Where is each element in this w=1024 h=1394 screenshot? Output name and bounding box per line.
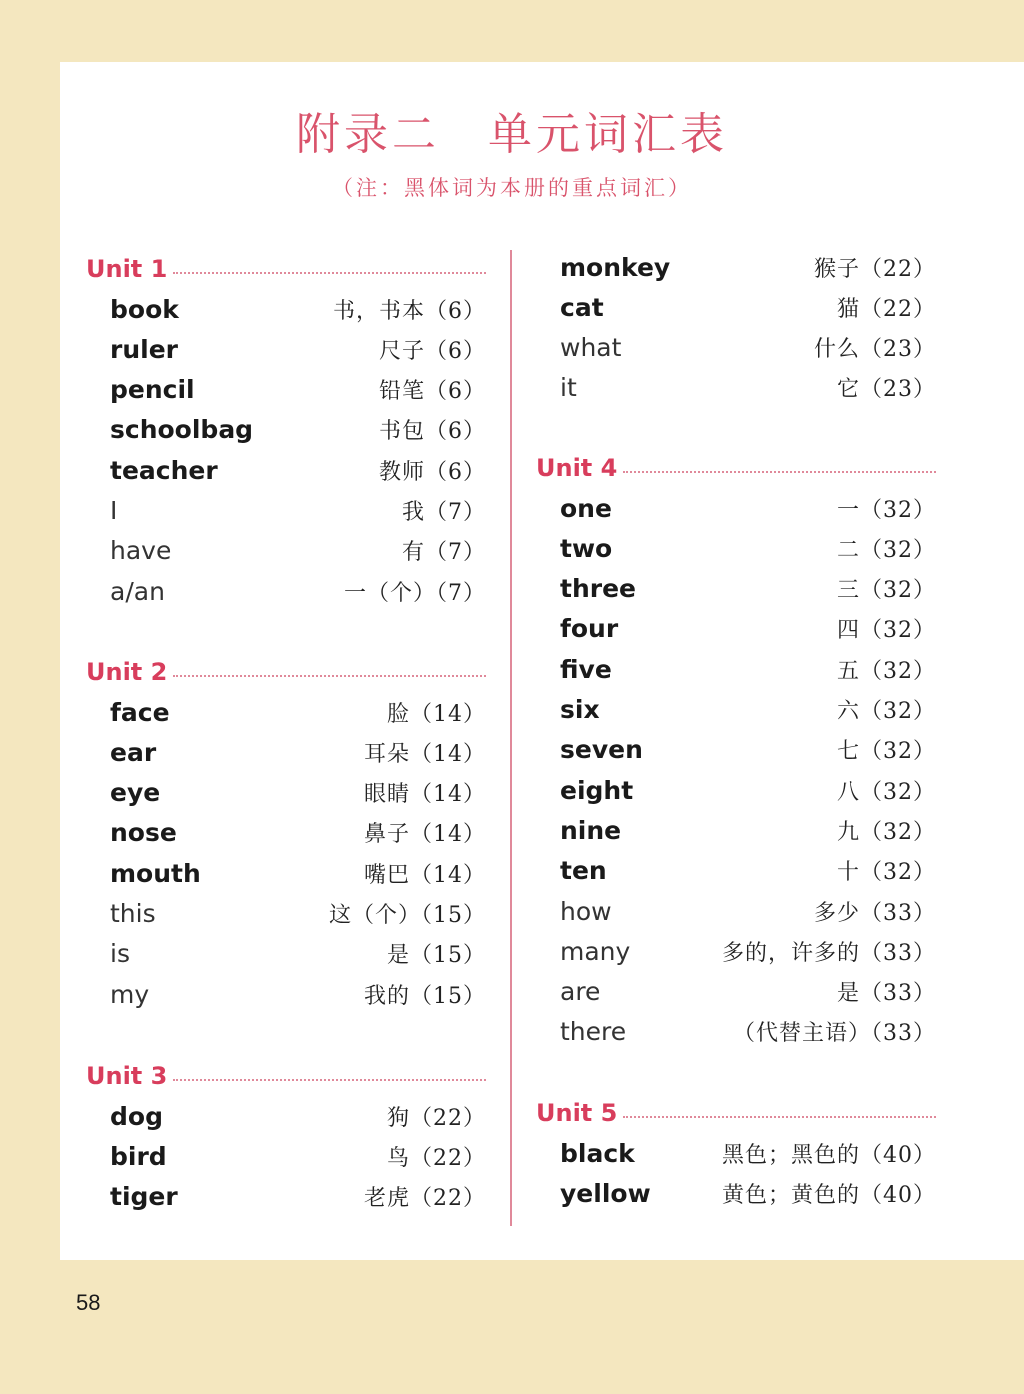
vocab-entry <box>110 332 486 366</box>
vocab-word: black <box>560 1138 635 1168</box>
vocab-meaning: （代替主语）（33） <box>733 1021 936 1047</box>
vocab-word: teacher <box>110 455 218 485</box>
vocab-meaning: 二（32） <box>837 537 936 563</box>
vocab-word: pencil <box>110 375 195 405</box>
dotted-leader <box>173 1079 486 1081</box>
vocab-meaning: 眼睛（14） <box>364 782 486 808</box>
page-number: 58 <box>76 1290 101 1315</box>
vocab-meaning: 是（15） <box>387 943 486 969</box>
vocab-word: ear <box>110 737 157 767</box>
vocab-entry <box>560 854 936 888</box>
unit-heading <box>86 1061 486 1091</box>
vocab-entry <box>110 1139 486 1173</box>
vocab-entry <box>560 652 936 686</box>
vocab-meaning: 是（33） <box>837 981 936 1007</box>
vocab-entry <box>110 574 486 608</box>
dotted-leader <box>623 471 936 473</box>
vocab-word: monkey <box>560 252 671 282</box>
vocab-entry <box>560 813 936 847</box>
vocab-meaning: 尺子（6） <box>379 338 486 364</box>
vocab-meaning: 多少（33） <box>814 900 936 926</box>
vocab-entry <box>110 937 486 971</box>
vocab-entry <box>560 1136 936 1170</box>
vocab-meaning: 鼻子（14） <box>364 822 486 848</box>
vocab-entry <box>560 1176 936 1210</box>
vocab-word: what <box>560 333 622 363</box>
vocab-entry <box>560 934 936 968</box>
vocab-meaning: 鸟（22） <box>387 1145 486 1171</box>
vocab-meaning: 我的（15） <box>364 983 486 1009</box>
vocab-entry <box>110 373 486 407</box>
dotted-leader <box>173 675 486 677</box>
unit-label: Unit 1 <box>86 255 168 283</box>
vocab-entry <box>110 292 486 326</box>
vocab-word: how <box>560 896 612 926</box>
page-title: 附录二 单元词汇表 <box>296 109 728 160</box>
dotted-leader <box>173 272 486 274</box>
vocab-word: my <box>110 979 150 1009</box>
vocab-entry <box>110 735 486 769</box>
vocab-meaning: 教师（6） <box>379 459 486 485</box>
vocab-word: is <box>110 939 130 969</box>
column-divider <box>510 250 512 1226</box>
vocab-entry <box>110 897 486 931</box>
vocab-entry <box>110 816 486 850</box>
vocab-word: many <box>560 936 631 966</box>
vocab-entry <box>110 856 486 890</box>
vocab-word: four <box>560 614 619 644</box>
vocab-entry <box>560 250 936 284</box>
vocab-meaning: 一（个）（7） <box>344 580 486 606</box>
vocab-meaning: 什么（23） <box>814 337 936 363</box>
vocab-word: schoolbag <box>110 415 254 445</box>
vocab-meaning: 四（32） <box>837 618 936 644</box>
vocab-meaning: 五（32） <box>837 658 936 684</box>
vocab-entry <box>110 413 486 447</box>
vocab-meaning: 脸（14） <box>387 701 486 727</box>
vocab-entry <box>110 977 486 1011</box>
vocab-word: dog <box>110 1101 163 1131</box>
vocab-word: one <box>560 493 612 523</box>
vocab-meaning: 多的，许多的（33） <box>722 940 936 966</box>
vocab-entry <box>110 1180 486 1214</box>
vocab-word: ruler <box>110 334 178 364</box>
vocab-entry <box>110 1099 486 1133</box>
vocab-entry <box>110 453 486 487</box>
vocab-meaning: 书，书本（6） <box>333 298 486 324</box>
vocab-word: tiger <box>110 1182 178 1212</box>
vocab-word: have <box>110 536 172 566</box>
unit-label: Unit 3 <box>86 1062 168 1090</box>
vocab-entry <box>110 695 486 729</box>
dotted-leader <box>623 1116 936 1118</box>
vocab-meaning: 八（32） <box>837 779 936 805</box>
vocab-word: eye <box>110 778 161 808</box>
vocab-meaning: 六（32） <box>837 699 936 724</box>
vocab-entry <box>560 612 936 646</box>
unit-heading <box>86 254 486 284</box>
vocab-meaning: 九（32） <box>837 819 936 845</box>
vocab-word: this <box>110 899 156 928</box>
vocab-word: I <box>110 496 118 525</box>
vocab-word: ten <box>560 856 607 886</box>
vocab-meaning: 它（23） <box>837 377 936 403</box>
vocab-word: book <box>110 294 179 324</box>
vocab-word: are <box>560 977 601 1007</box>
unit-label: Unit 4 <box>536 454 618 482</box>
vocab-entry <box>560 331 936 365</box>
vocab-entry <box>560 894 936 928</box>
vocab-meaning: 老虎（22） <box>364 1186 486 1212</box>
vocab-entry <box>110 494 486 528</box>
vocab-entry <box>560 531 936 565</box>
vocab-word: a/an <box>110 576 165 606</box>
vocab-meaning: 我（7） <box>402 500 486 525</box>
vocab-word: yellow <box>560 1178 651 1208</box>
vocab-meaning: 嘴巴（14） <box>364 862 486 888</box>
vocab-meaning: 十（32） <box>837 860 936 886</box>
vocab-entry <box>110 776 486 810</box>
vocab-entry <box>560 572 936 606</box>
vocab-entry <box>560 491 936 525</box>
vocab-entry <box>560 1015 936 1049</box>
vocab-meaning: 耳朵（14） <box>364 741 486 767</box>
unit-label: Unit 5 <box>536 1099 618 1127</box>
vocab-meaning: 有（7） <box>402 540 486 566</box>
vocab-meaning: 一（32） <box>837 497 936 523</box>
vocab-word: face <box>110 697 170 727</box>
vocab-entry <box>560 733 936 767</box>
unit-label: Unit 2 <box>86 658 168 686</box>
vocab-meaning: 猴子（22） <box>814 256 936 282</box>
vocab-word: two <box>560 533 613 563</box>
vocab-word: seven <box>560 735 643 765</box>
vocab-meaning: 猫（22） <box>837 296 936 322</box>
vocab-word: nose <box>110 818 177 848</box>
vocab-entry <box>560 290 936 324</box>
vocab-meaning: 三（32） <box>837 578 936 604</box>
vocab-word: nine <box>560 815 622 845</box>
vocab-entry <box>560 693 936 727</box>
vocab-word: three <box>560 574 636 604</box>
unit-heading <box>536 453 936 483</box>
vocab-meaning: 这（个）（15） <box>329 903 486 928</box>
unit-heading <box>86 657 486 687</box>
vocab-word: five <box>560 654 612 684</box>
vocab-word: mouth <box>110 858 201 888</box>
vocab-meaning: 铅笔（6） <box>379 379 486 405</box>
vocab-meaning: 黑色；黑色的（40） <box>722 1142 936 1168</box>
unit-heading <box>536 1098 936 1128</box>
vocab-meaning: 狗（22） <box>387 1105 486 1131</box>
vocab-entry <box>560 773 936 807</box>
vocab-meaning: 黄色；黄色的（40） <box>722 1182 936 1208</box>
vocab-entry <box>560 975 936 1009</box>
page-subtitle: （注：黑体词为本册的重点词汇） <box>332 176 692 200</box>
vocab-word: bird <box>110 1141 167 1171</box>
vocab-word: cat <box>560 292 604 322</box>
vocab-word: there <box>560 1017 627 1047</box>
vocab-word: eight <box>560 775 634 805</box>
vocab-meaning: 书包（6） <box>379 419 486 445</box>
vocab-word: it <box>560 373 577 403</box>
vocab-word: six <box>560 695 600 724</box>
vocab-entry <box>560 371 936 405</box>
vocab-entry <box>110 534 486 568</box>
vocab-meaning: 七（32） <box>837 739 936 765</box>
